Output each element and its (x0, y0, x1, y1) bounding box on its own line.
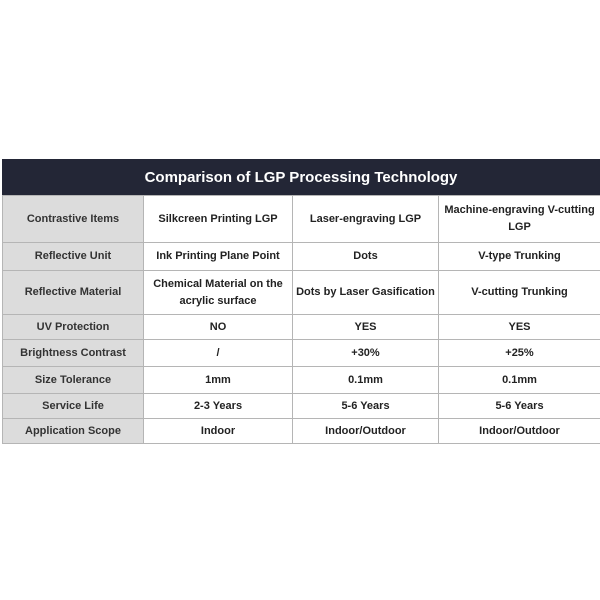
table-cell: 0.1mm (439, 367, 600, 394)
table-cell: Chemical Material on the acrylic surface (144, 271, 293, 315)
comparison-table (2, 159, 600, 444)
table-cell: NO (144, 315, 293, 340)
row-label: UV Protection (3, 315, 144, 340)
table-row (3, 315, 600, 340)
table-cell: 0.1mm (293, 367, 439, 394)
table-cell: YES (293, 315, 439, 340)
table-cell: Indoor/Outdoor (293, 419, 439, 444)
table-cell: 5-6 Years (293, 394, 439, 419)
header-label: Contrastive Items (3, 196, 144, 243)
table-cell: V-type Trunking (439, 243, 600, 271)
table-cell: 2-3 Years (144, 394, 293, 419)
row-label: Reflective Unit (3, 243, 144, 271)
row-label: Brightness Contrast (3, 340, 144, 367)
table-cell: +25% (439, 340, 600, 367)
table-row (3, 419, 600, 444)
column-header: Laser-engraving LGP (293, 196, 439, 243)
table-cell: 5-6 Years (439, 394, 600, 419)
comparison-grid (2, 195, 600, 444)
column-header: Machine-engraving V-cutting LGP (439, 196, 600, 243)
row-label: Service Life (3, 394, 144, 419)
table-row (3, 271, 600, 315)
column-header: Silkcreen Printing LGP (144, 196, 293, 243)
table-row (3, 394, 600, 419)
table-cell: Indoor/Outdoor (439, 419, 600, 444)
table-row (3, 340, 600, 367)
table-cell: V-cutting Trunking (439, 271, 600, 315)
table-cell: Dots (293, 243, 439, 271)
header-row (3, 196, 600, 243)
row-label: Reflective Material (3, 271, 144, 315)
table-title: Comparison of LGP Processing Technology (2, 159, 600, 195)
table-cell: Indoor (144, 419, 293, 444)
row-label: Application Scope (3, 419, 144, 444)
table-row (3, 367, 600, 394)
table-cell: +30% (293, 340, 439, 367)
table-cell: 1mm (144, 367, 293, 394)
table-cell: Ink Printing Plane Point (144, 243, 293, 271)
table-cell: / (144, 340, 293, 367)
table-cell: YES (439, 315, 600, 340)
table-row (3, 243, 600, 271)
row-label: Size Tolerance (3, 367, 144, 394)
table-cell: Dots by Laser Gasification (293, 271, 439, 315)
